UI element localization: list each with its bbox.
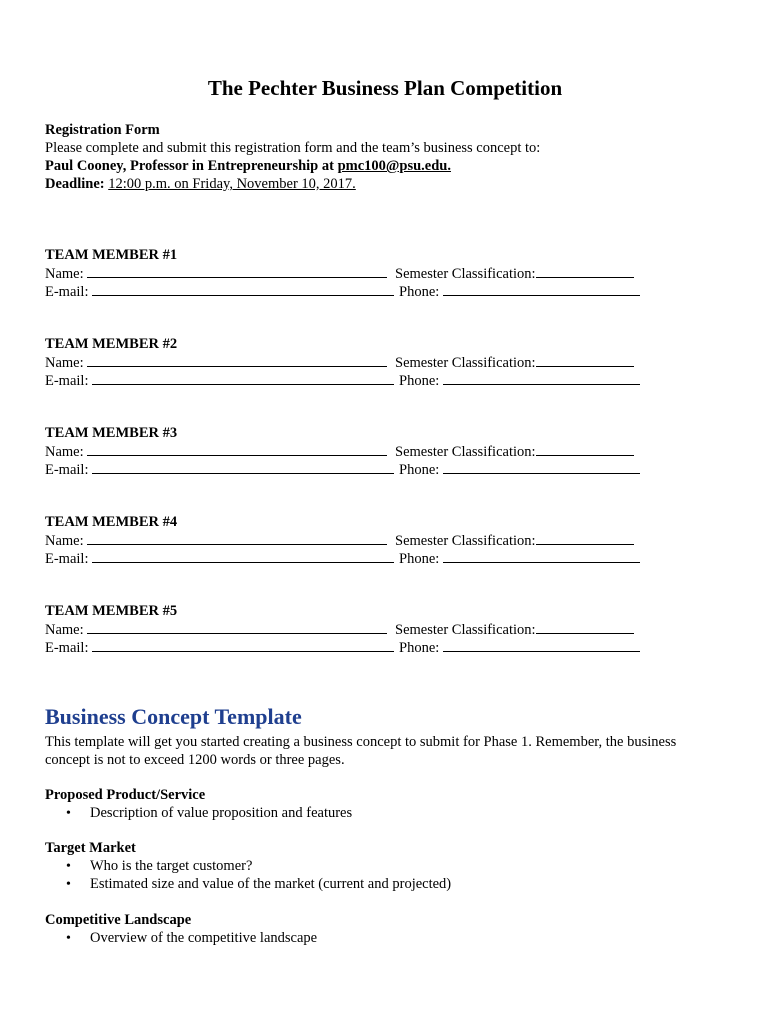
- name-field[interactable]: [87, 532, 387, 545]
- name-row: [45, 532, 387, 550]
- section-heading-product: Proposed Product/Service: [45, 787, 206, 803]
- template-description-line-1: This template will get you started creating a business concept to submit for Phase 1. Remember, the business: [45, 734, 677, 750]
- deadline-line: [45, 176, 356, 193]
- phone-label: Phone:: [399, 640, 440, 656]
- document-title: The Pechter Business Plan Competition: [207, 76, 563, 100]
- bullet-item: Who is the target customer?: [90, 858, 253, 874]
- phone-row: [399, 461, 640, 479]
- semester-label: Semester Classification:: [395, 622, 536, 638]
- email-row: [45, 372, 394, 390]
- phone-field[interactable]: [443, 283, 640, 296]
- semester-row: [395, 532, 634, 550]
- email-field[interactable]: [92, 372, 394, 385]
- bullet-icon: •: [66, 877, 71, 892]
- name-label: Name:: [45, 266, 84, 282]
- bullet-icon: •: [66, 806, 71, 821]
- phone-row: [399, 639, 640, 657]
- section-heading-competition: Competitive Landscape: [45, 912, 192, 928]
- email-label: E-mail:: [45, 640, 89, 656]
- contact-prefix: Paul Cooney, Professor in Entrepreneurship at: [45, 158, 338, 174]
- contact-line: [45, 158, 451, 175]
- phone-field[interactable]: [443, 639, 640, 652]
- deadline-label: Deadline:: [45, 176, 105, 192]
- instruction-text: Please complete and submit this registration form and the team’s business concept to:: [45, 140, 541, 156]
- semester-row: [395, 621, 634, 639]
- bullet-item: Overview of the competitive landscape: [90, 930, 318, 946]
- phone-label: Phone:: [399, 551, 440, 567]
- semester-label: Semester Classification:: [395, 355, 536, 371]
- semester-row: [395, 354, 634, 372]
- email-row: [45, 461, 394, 479]
- bullet-item: Description of value proposition and features: [90, 805, 353, 821]
- registration-form-heading: Registration Form: [45, 122, 160, 138]
- phone-label: Phone:: [399, 373, 440, 389]
- contact-email-link[interactable]: pmc100@psu.edu.: [337, 158, 451, 174]
- name-row: [45, 354, 387, 372]
- email-label: E-mail:: [45, 373, 89, 389]
- name-field[interactable]: [87, 621, 387, 634]
- name-field[interactable]: [87, 443, 387, 456]
- deadline-value: 12:00 p.m. on Friday, November 10, 2017.: [108, 176, 356, 192]
- email-label: E-mail:: [45, 462, 89, 478]
- phone-label: Phone:: [399, 462, 440, 478]
- semester-label: Semester Classification:: [395, 444, 536, 460]
- team-member-heading: TEAM MEMBER #5: [45, 603, 178, 619]
- business-concept-heading: Business Concept Template: [45, 704, 302, 729]
- name-label: Name:: [45, 533, 84, 549]
- email-row: [45, 550, 394, 568]
- name-field[interactable]: [87, 354, 387, 367]
- phone-row: [399, 550, 640, 568]
- section-heading-market: Target Market: [45, 840, 136, 856]
- phone-field[interactable]: [443, 461, 640, 474]
- semester-label: Semester Classification:: [395, 533, 536, 549]
- email-field[interactable]: [92, 283, 394, 296]
- bullet-icon: •: [66, 859, 71, 874]
- name-row: [45, 265, 387, 283]
- team-member-heading: TEAM MEMBER #4: [45, 514, 178, 530]
- phone-field[interactable]: [443, 550, 640, 563]
- bullet-icon: •: [66, 931, 71, 946]
- name-label: Name:: [45, 444, 84, 460]
- name-row: [45, 443, 387, 461]
- phone-row: [399, 372, 640, 390]
- phone-field[interactable]: [443, 372, 640, 385]
- semester-label: Semester Classification:: [395, 266, 536, 282]
- phone-label: Phone:: [399, 284, 440, 300]
- email-label: E-mail:: [45, 284, 89, 300]
- semester-field[interactable]: [536, 621, 634, 634]
- email-field[interactable]: [92, 639, 394, 652]
- team-member-heading: TEAM MEMBER #1: [45, 247, 178, 263]
- email-field[interactable]: [92, 550, 394, 563]
- semester-field[interactable]: [536, 532, 634, 545]
- name-field[interactable]: [87, 265, 387, 278]
- semester-field[interactable]: [536, 443, 634, 456]
- phone-row: [399, 283, 640, 301]
- name-label: Name:: [45, 355, 84, 371]
- template-description-line-2: concept is not to exceed 1200 words or three pages.: [45, 752, 345, 768]
- email-row: [45, 639, 394, 657]
- semester-row: [395, 443, 634, 461]
- semester-field[interactable]: [536, 265, 634, 278]
- team-member-heading: TEAM MEMBER #3: [45, 425, 178, 441]
- team-member-heading: TEAM MEMBER #2: [45, 336, 178, 352]
- semester-field[interactable]: [536, 354, 634, 367]
- email-label: E-mail:: [45, 551, 89, 567]
- email-row: [45, 283, 394, 301]
- semester-row: [395, 265, 634, 283]
- bullet-item: Estimated size and value of the market (current and projected): [90, 876, 452, 892]
- name-label: Name:: [45, 622, 84, 638]
- name-row: [45, 621, 387, 639]
- email-field[interactable]: [92, 461, 394, 474]
